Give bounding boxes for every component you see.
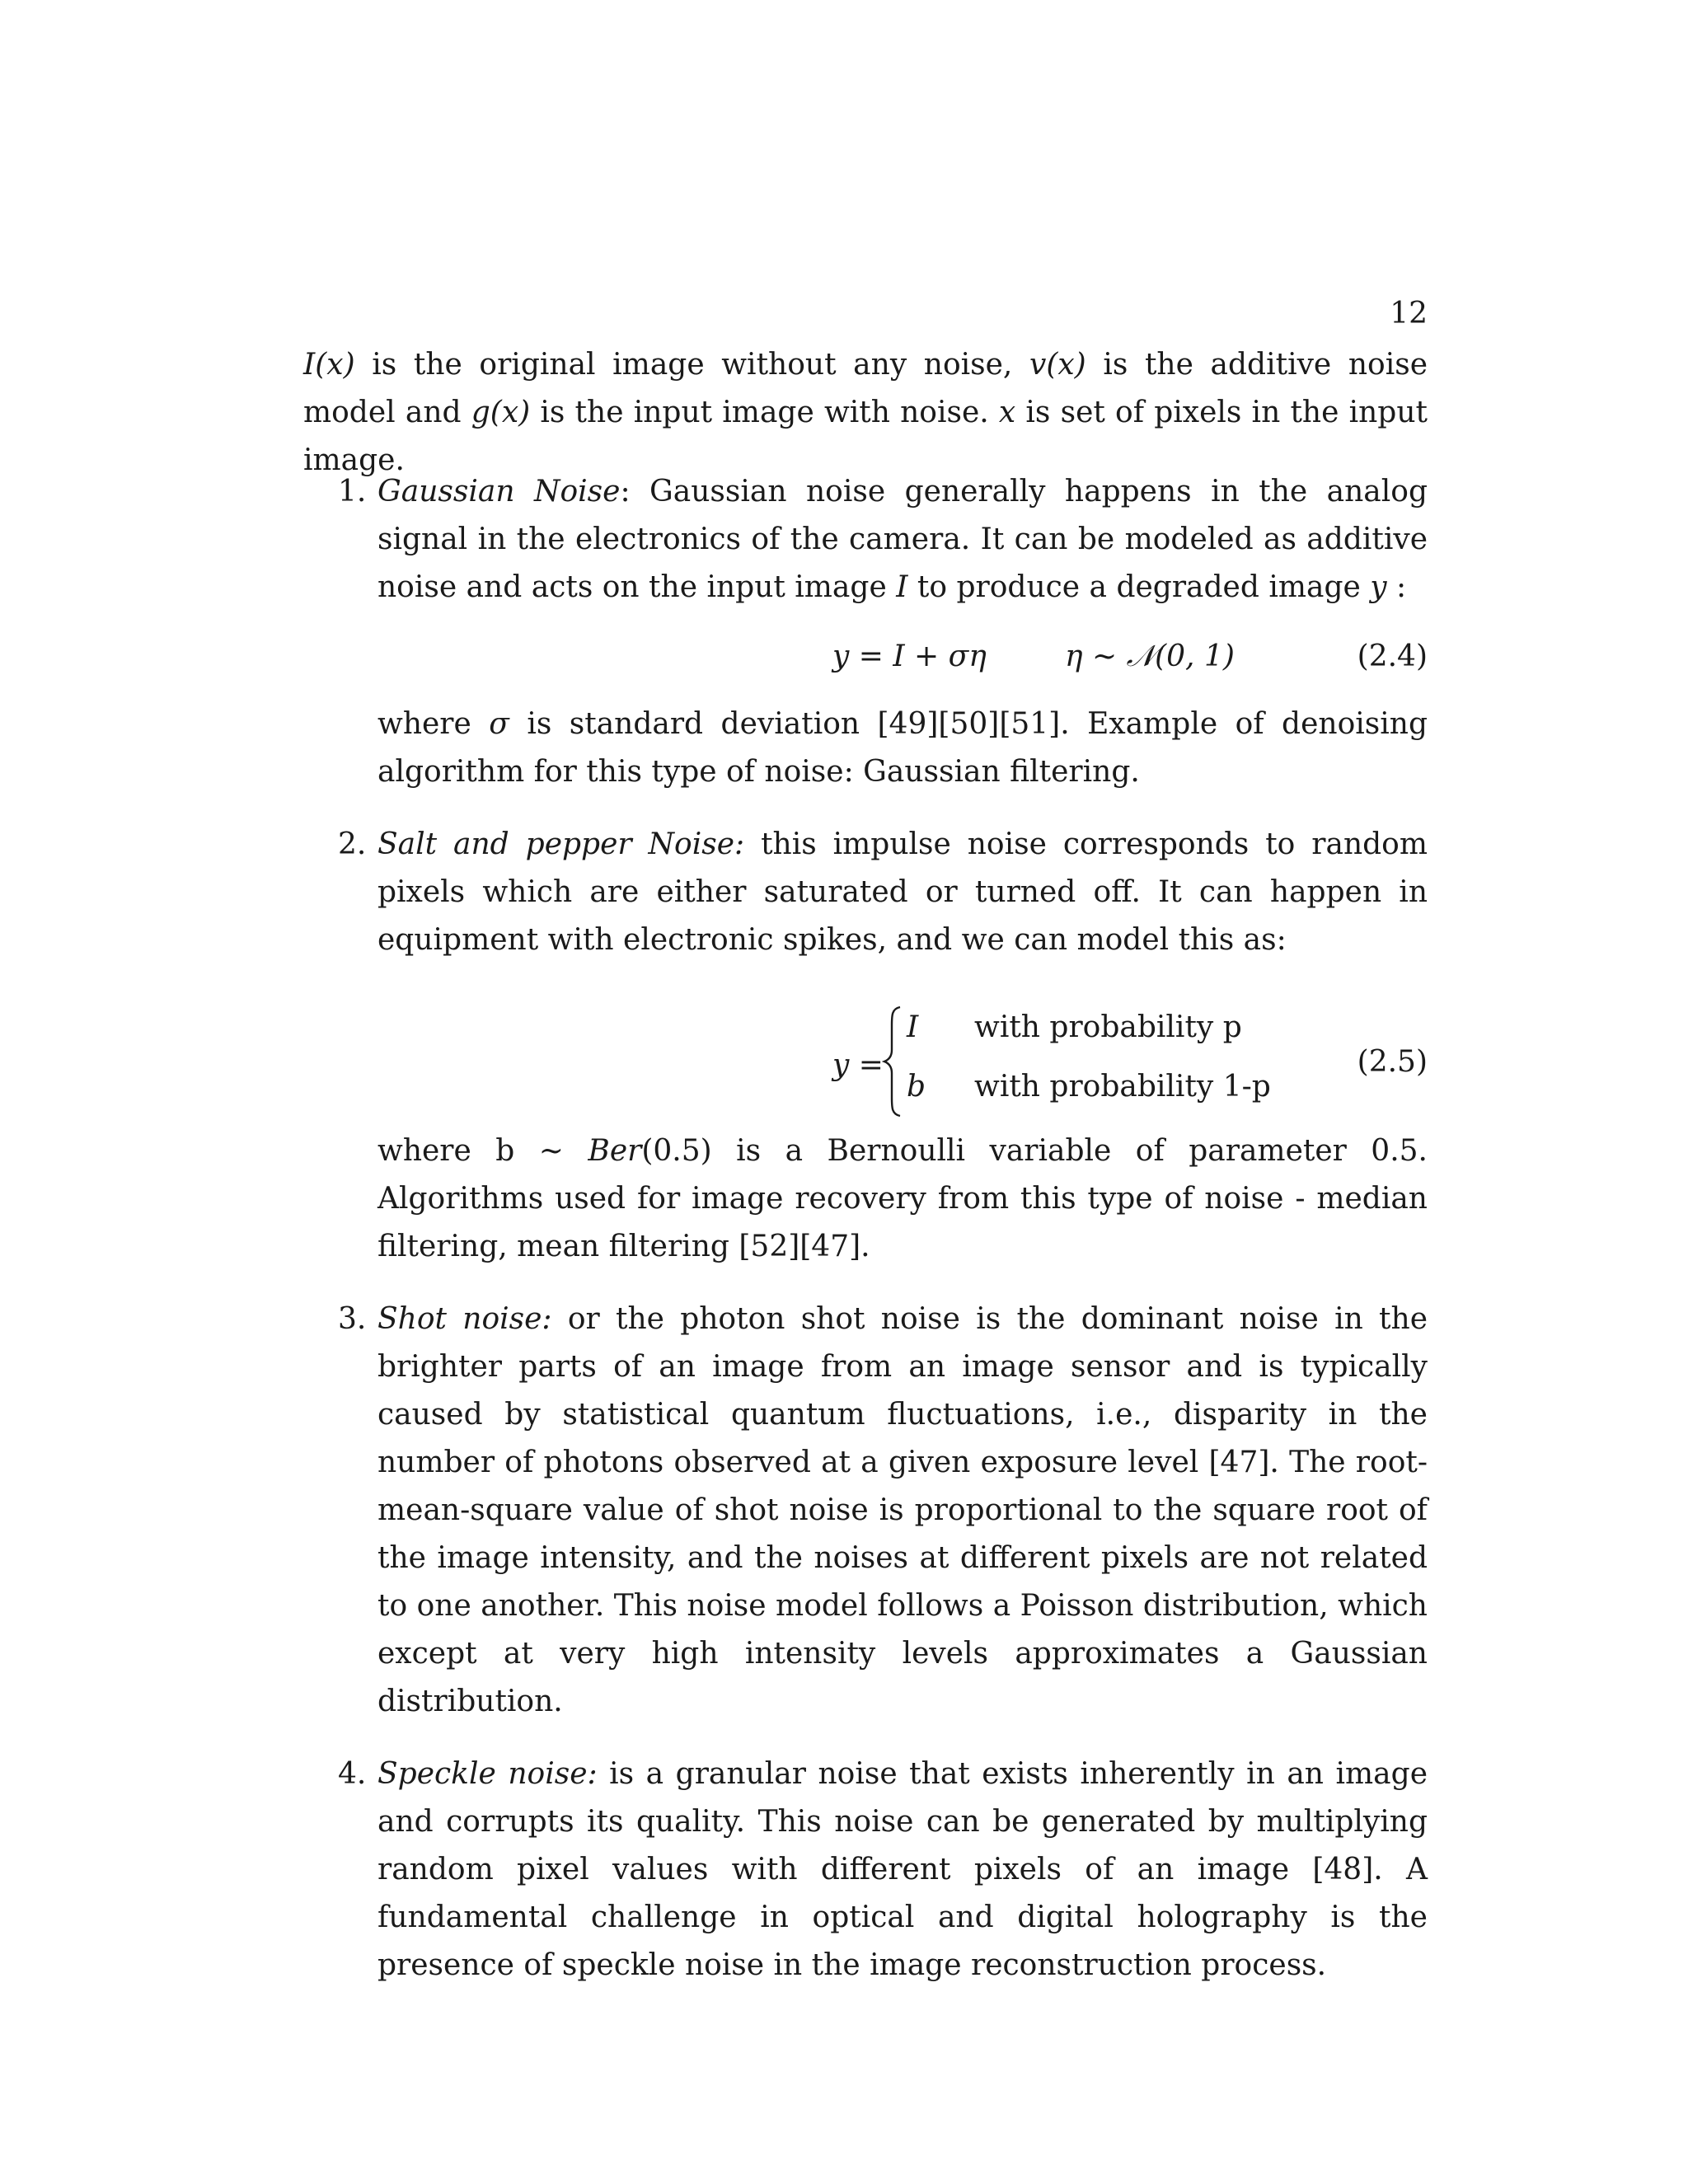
item-text: (0.5) is a Bernoulli variable of parameter 0.5. Algorithms used for image recovery from this type of noise - median filtering, mean filtering [52][47]. <box>377 1134 1428 1263</box>
intro-text: is the additive noise model and <box>303 348 1428 429</box>
math-v-x: v(x) <box>1029 348 1086 382</box>
item-text: is standard deviation [49][50][51]. Example of denoising algorithm for this type of noise: Gaussian filtering. <box>377 707 1428 789</box>
case-value-1: I <box>907 1010 919 1044</box>
page-number: 12 <box>1390 297 1428 330</box>
math-I: I <box>896 570 908 604</box>
case-value-2: b <box>907 1070 926 1104</box>
item-text: this impulse noise corresponds to random pixels which are either saturated or turned off. It can happen in equipment with electronic spikes, and we can model this as: <box>377 827 1428 957</box>
list-item-speckle-noise <box>303 1750 1428 1990</box>
item-title: Shot noise: <box>377 1302 552 1336</box>
list-item-salt-pepper <box>303 821 1428 1271</box>
list-item-gaussian <box>303 468 1428 796</box>
item-text: is a granular noise that exists inherently in an image and corrupts its quality. This noise can be generated by multiplying random pixel values with different pixels of an image [48]. A fundamental challenge in optical and digital holography is the presence of speckle noise in the image reconstruction process. <box>377 1757 1428 1982</box>
item-text: : <box>1386 570 1407 604</box>
math-I-x: I(x) <box>303 348 355 382</box>
item-title: Salt and pepper Noise: <box>377 827 745 861</box>
noise-types-list <box>303 468 1428 1990</box>
list-item-shot-noise <box>303 1296 1428 1726</box>
equation-right: η ~ 𝒩(0, 1) <box>1065 640 1235 673</box>
item-number: 1. <box>338 475 367 509</box>
item-number: 4. <box>338 1757 367 1791</box>
intro-text: is the input image with noise. <box>530 396 999 429</box>
item-number: 2. <box>338 827 367 861</box>
item-number: 3. <box>338 1302 367 1336</box>
item-text: : Gaussian noise generally happens in the analog signal in the electronics of the camera. It can be modeled as additive noise and acts on the input image <box>377 475 1428 604</box>
equation-number: (2.4) <box>1357 640 1428 673</box>
math-x: x <box>998 396 1016 429</box>
item-text: to produce a degraded image <box>907 570 1371 604</box>
math-sigma: σ <box>489 707 509 741</box>
equation-2-4 <box>377 626 1428 692</box>
math-g-x: g(x) <box>471 396 531 429</box>
math-y: y <box>1370 570 1387 604</box>
item-text: where <box>377 707 490 741</box>
item-text: or the photon shot noise is the dominant noise in the brighter parts of an image from an image sensor and is typically caused by statistical quantum fluctuations, i.e., disparity in the number of photons observed at a given exposure level [47]. The root-mean-square value of shot noise is proportional to the square root of the image intensity, and the noises at different pixels are not related to one another. This noise model follows a Poisson distribution, which except at very high intensity levels approximates a Gaussian distribution. <box>377 1302 1428 1718</box>
item-title: Speckle noise: <box>377 1757 598 1791</box>
left-brace-icon <box>882 1004 903 1119</box>
item-text: where b ~ <box>377 1134 588 1168</box>
intro-paragraph <box>303 341 1428 485</box>
case-condition-2: with probability 1-p <box>974 1070 1271 1104</box>
equation-number: (2.5) <box>1357 1045 1428 1079</box>
item-title: Gaussian Noise <box>377 475 621 509</box>
math-ber: Ber <box>588 1134 642 1168</box>
intro-text: is the original image without any noise, <box>354 348 1029 382</box>
intro-text: is set of pixels in the input image. <box>303 396 1428 477</box>
equation-2-5 <box>377 1004 1428 1127</box>
equation-left: y = <box>832 1048 884 1082</box>
equation-left: y = I + ση <box>832 640 987 673</box>
case-condition-1: with probability p <box>974 1010 1242 1044</box>
